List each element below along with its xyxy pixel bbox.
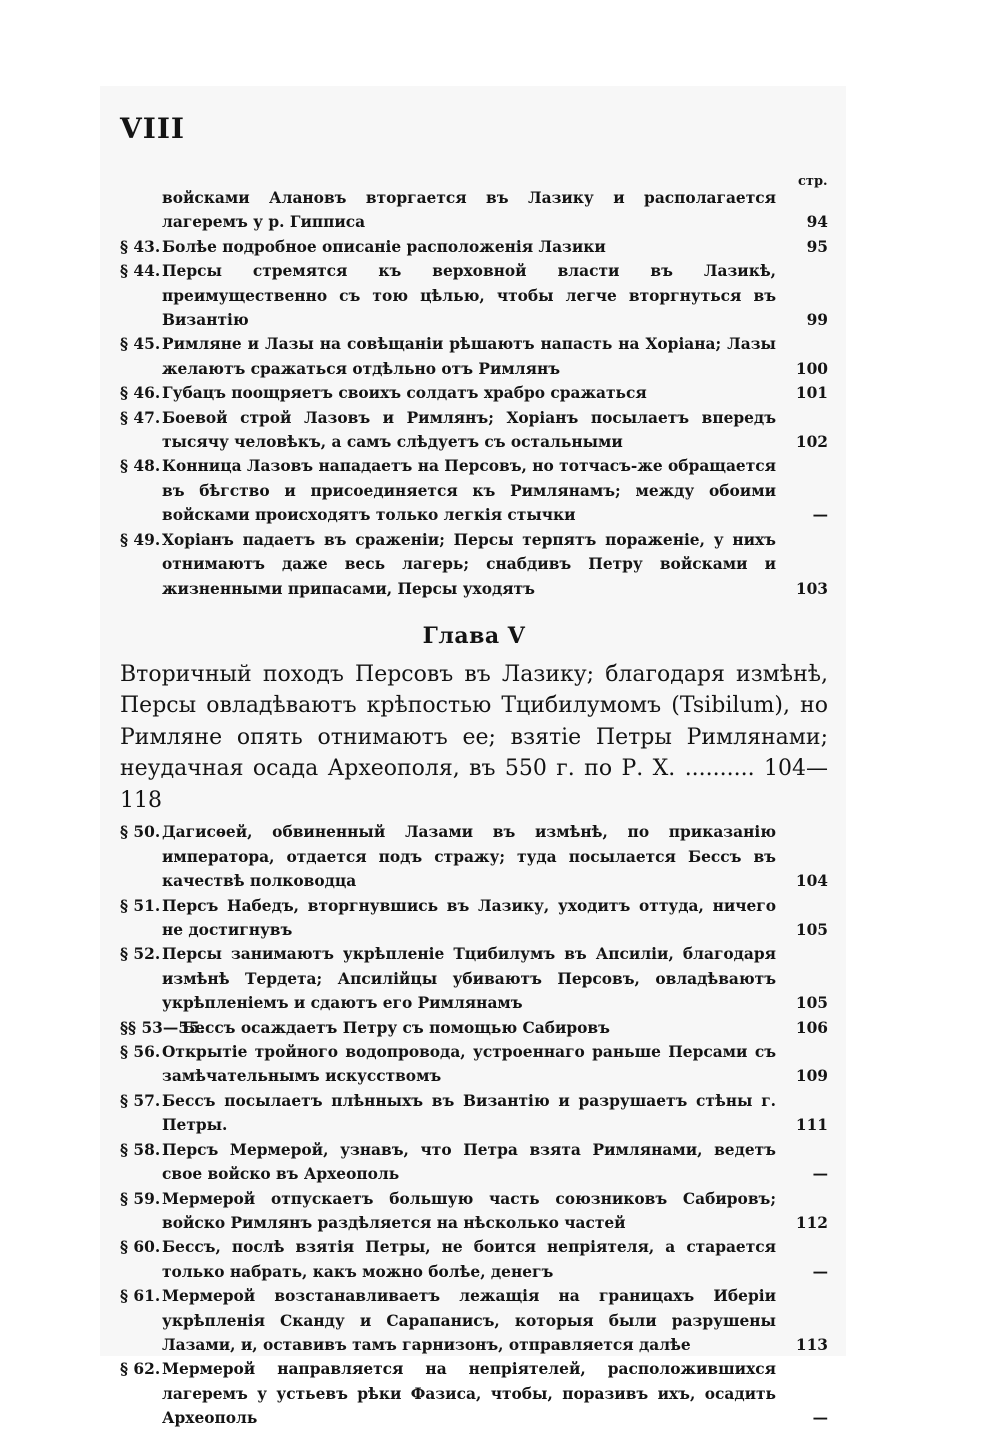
chapter-page-range: 104—118 [120, 756, 829, 813]
toc-entry [120, 454, 828, 527]
section-description: Мермерой отпускаетъ большую часть союзниковъ Сабировъ; войско Римлянъ раздѣляется на нѣсколько частей [162, 1189, 776, 1232]
section-page-number: — [812, 1165, 828, 1184]
toc-entry [120, 820, 828, 893]
toc-entry [120, 259, 828, 332]
section-number: § 60. [120, 1238, 161, 1257]
section-description: Персъ Мермерой, узнавъ, что Петра взята Римлянами, ведетъ свое войско въ Археополь [162, 1140, 776, 1184]
chapter-summary-leader: .......... [684, 756, 755, 782]
section-page-number: 104 [795, 872, 828, 891]
section-number: §§ 53—55. [120, 1018, 206, 1037]
page-column-header: стр. [798, 174, 828, 189]
section-page-number: — [812, 506, 828, 525]
toc-entry [120, 1284, 828, 1357]
section-description: Персы занимаютъ укрѣпленіе Тцибилумъ въ Апсиліи, благодаря измѣнѣ Тердета; Апсилійцы убиваютъ Персовъ, овладѣваютъ укрѣпленіемъ и сдаютъ его Римлянамъ [162, 945, 776, 1013]
toc-entry [120, 381, 828, 405]
section-page-number: 105 [795, 994, 828, 1013]
section-page-number: 95 [806, 237, 828, 256]
toc-entry [120, 332, 828, 381]
toc-entry [120, 235, 828, 259]
entries-after-chapter [120, 820, 828, 1430]
section-page-number: 105 [795, 921, 828, 940]
toc-entry [120, 1016, 828, 1040]
toc-entry [120, 186, 828, 235]
toc-entry [120, 1187, 828, 1236]
toc-entry [120, 1357, 828, 1430]
section-description: Губацъ поощряетъ своихъ солдатъ храбро сражаться [162, 384, 647, 403]
section-page-number: 99 [806, 311, 828, 330]
section-page-number: 111 [795, 1116, 828, 1135]
section-page-number: 100 [795, 359, 828, 378]
section-description: Мермерой направляется на непріятелей, расположившихся лагеремъ у устьевъ рѣки Фазиса, чтобы, поразивъ ихъ, осадить Археополь [162, 1360, 776, 1428]
section-page-number: 102 [795, 433, 828, 452]
section-description: Персы стремятся къ верховной власти въ Лазикѣ, преимущественно съ тою цѣлью, чтобы легче вторгнуться въ Византію [162, 262, 776, 330]
toc-entry [120, 406, 828, 455]
section-description: Конница Лазовъ нападаетъ на Персовъ, но тотчасъ-же обращается въ бѣгство и присоединяется къ Римлянамъ; между обоими войсками происходятъ только легкія стычки [162, 457, 776, 525]
section-number: § 49. [120, 530, 161, 549]
chapter-heading: Глава V [422, 622, 526, 649]
section-page-number: 101 [795, 384, 828, 403]
section-description: войсками Алановъ вторгается въ Лазику и располагается лагеремъ у р. Гипписа [162, 189, 776, 232]
section-description: Мермерой возстанавливаетъ лежащія на границахъ Иберіи укрѣпленія Сканду и Сарапанисъ, которыя были разрушены Лазами, и, оставивъ тамъ гарнизонъ, отправляется далѣе [162, 1287, 776, 1354]
toc-entry [120, 942, 828, 1015]
section-number: § 44. [120, 262, 161, 281]
section-description: Римляне и Лазы на совѣщаніи рѣшаютъ напасть на Хоріана; Лазы желаютъ сражаться отдѣльно отъ Римлянъ [162, 335, 776, 378]
toc-entry [120, 1089, 828, 1138]
section-description: Бессъ, послѣ взятія Петры, не боится непріятеля, а старается только набрать, какъ можно болѣе, денегъ [162, 1238, 776, 1281]
toc-entry [120, 1138, 828, 1187]
section-number: § 61. [120, 1287, 161, 1306]
toc-entry [120, 1235, 828, 1284]
page-number: VIII [120, 112, 186, 145]
section-number: § 48. [120, 457, 161, 476]
section-description: Хоріанъ падаетъ въ сраженіи; Персы терпятъ пораженіе, у нихъ отнимаютъ даже весь лагерь; снабдивъ Петру войсками и жизненными припасами, Персы уходятъ [162, 530, 776, 598]
section-description: Боевой строй Лазовъ и Римлянъ; Хоріанъ посылаетъ впередъ тысячу человѣкъ, а самъ слѣдуетъ съ остальными [162, 408, 776, 452]
section-number: § 50. [120, 823, 161, 842]
section-description: Дагисѳей, обвиненный Лазами въ измѣнѣ, по приказанію императора, отдается подъ стражу; туда посылается Бессъ въ качествѣ полководца [162, 823, 776, 891]
section-description: Бессъ осаждаетъ Петру съ помощью Сабировъ [182, 1018, 610, 1037]
chapter-summary-text: Вторичный походъ Персовъ въ Лазику; благодаря измѣнѣ, Персы овладѣваютъ крѣпостью Тцибилумомъ (Tsibilum), но Римляне опять отнимаютъ ее; взятіе Петры Римлянами; неудачная осада Археополя, въ 550 г. по Р. Х. [120, 661, 828, 782]
table-of-contents [120, 186, 828, 1431]
toc-entry [120, 528, 828, 601]
section-description: Персъ Набедъ, вторгнувшись въ Лазику, уходитъ оттуда, ничего не достигнувъ [162, 896, 776, 940]
section-number: § 56. [120, 1043, 161, 1062]
section-number: § 58. [120, 1140, 161, 1159]
section-number: § 57. [120, 1091, 161, 1110]
section-number: § 43. [120, 237, 161, 256]
section-page-number: 109 [795, 1067, 828, 1086]
section-page-number: 106 [795, 1018, 828, 1037]
section-number: § 45. [120, 335, 161, 354]
chapter-summary [120, 659, 828, 817]
section-page-number: — [812, 1409, 828, 1428]
section-page-number: 94 [806, 213, 828, 232]
section-number: § 46. [120, 384, 161, 403]
section-page-number: 103 [795, 579, 828, 598]
entries-before-chapter [120, 186, 828, 601]
section-number: § 59. [120, 1189, 161, 1208]
section-description: Бессъ посылаетъ плѣнныхъ въ Византію и разрушаетъ стѣны г. Петры. [162, 1091, 776, 1135]
section-number: § 52. [120, 945, 161, 964]
section-page-number: — [812, 1262, 828, 1281]
toc-entry [120, 894, 828, 943]
section-description: Открытіе тройного водопровода, устроеннаго раньше Персами съ замѣчательнымъ искусствомъ [162, 1043, 776, 1086]
section-number: § 51. [120, 896, 161, 915]
section-number: § 62. [120, 1360, 161, 1379]
section-page-number: 113 [795, 1335, 828, 1354]
toc-entry [120, 1040, 828, 1089]
section-page-number: 112 [795, 1213, 828, 1232]
section-number: § 47. [120, 408, 161, 427]
section-description: Болѣе подробное описаніе расположенія Лазики [162, 237, 606, 256]
